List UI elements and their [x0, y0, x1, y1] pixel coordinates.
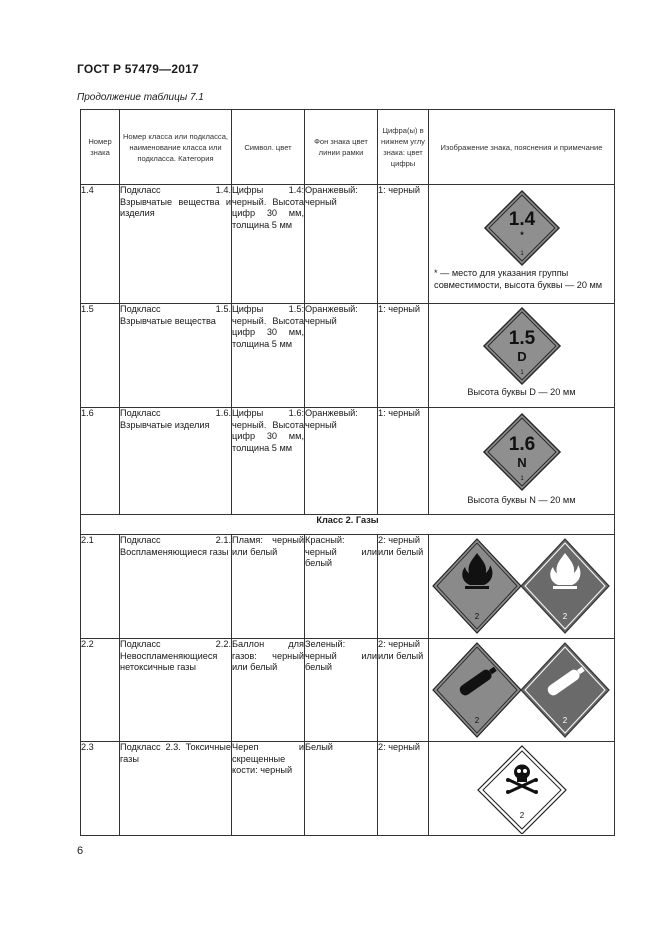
- cell-bg: Оранжевый: черный: [305, 408, 378, 515]
- col-header-num: Номер знака: [81, 110, 120, 185]
- cell-digit: 1: черный: [378, 304, 429, 408]
- cell-bg: Белый: [305, 742, 378, 836]
- cell-name: Подкласс 1.6. Взрывчатые изделия: [120, 408, 232, 515]
- page-number: 6: [77, 845, 84, 857]
- document-title: ГОСТ Р 57479—2017: [77, 62, 199, 76]
- sign-division-number: 1.6: [508, 434, 536, 455]
- table-row: [81, 639, 615, 742]
- cell-image: [429, 639, 615, 742]
- cell-digit: 2: черный или белый: [378, 639, 429, 742]
- sign-class-number: 2: [474, 612, 480, 621]
- table-row: [81, 304, 615, 408]
- col-header-bg: Фон знака цвет линии рамки: [305, 110, 378, 185]
- sign-division-number: 1.4: [508, 209, 536, 230]
- cell-name: Подкласс 2.1. Воспламеняющиеся газы: [120, 535, 232, 639]
- explosive-sign-1-6: [429, 408, 615, 494]
- cell-name: Подкласс 1.4. Взрывчатые вещества и изделия: [120, 185, 232, 304]
- sign-division-number: 1.5: [508, 328, 536, 349]
- cell-num: 2.2: [81, 639, 120, 742]
- cell-note: * — место для указания группы совместимости, высота буквы — 20 мм: [434, 268, 603, 290]
- cell-image: [429, 304, 615, 408]
- table-row: [81, 408, 615, 515]
- cell-name: Подкласс 2.2. Невоспламеняющиеся нетоксичные газы: [120, 639, 232, 742]
- explosive-sign-1-4: [429, 185, 615, 267]
- sign-compat-letter: D: [517, 349, 527, 364]
- cell-num: 1.5: [81, 304, 120, 408]
- sign-class-number: 1: [520, 370, 524, 376]
- cell-symbol: Цифры 1.4: черный. Высота цифр 30 мм, толщина 5 мм: [232, 185, 305, 304]
- cell-bg: Оранжевый: черный: [305, 304, 378, 408]
- cylinder-sign-white: [521, 643, 609, 737]
- explosive-sign-1-5: [429, 304, 615, 386]
- cell-bg: Красный: черный или белый: [305, 535, 378, 639]
- cell-digit: 1: черный: [378, 408, 429, 515]
- cell-name: Подкласс 1.5. Взрывчатые вещества: [120, 304, 232, 408]
- col-header-symbol: Символ. цвет: [232, 110, 305, 185]
- cell-symbol: Цифры 1.5: черный. Высота цифр 30 мм, толщина 5 мм: [232, 304, 305, 408]
- sign-class-number: 1: [520, 476, 524, 482]
- cylinder-sign-black: [433, 643, 521, 737]
- table-row: [81, 185, 615, 304]
- cell-symbol: Пламя: черный или белый: [232, 535, 305, 639]
- table-header-row: [81, 110, 615, 185]
- cell-digit: 1: черный: [378, 185, 429, 304]
- class-heading-row: [81, 515, 615, 535]
- cell-symbol: Цифры 1.6: черный. Высота цифр 30 мм, толщина 5 мм: [232, 408, 305, 515]
- cell-image: [429, 742, 615, 836]
- cell-image: [429, 535, 615, 639]
- cell-bg: Оранжевый: черный: [305, 185, 378, 304]
- cell-digit: 2: черный или белый: [378, 535, 429, 639]
- cell-note: Высота буквы D — 20 мм: [467, 387, 576, 397]
- table-caption: Продолжение таблицы 7.1: [77, 92, 204, 103]
- flammable-gas-signs: [429, 535, 615, 637]
- cell-num: 2.3: [81, 742, 120, 836]
- cell-num: 1.4: [81, 185, 120, 304]
- cell-note: Высота буквы N — 20 мм: [467, 495, 576, 505]
- col-header-image: Изображение знака, пояснения и примечание: [429, 110, 615, 185]
- cell-num: 2.1: [81, 535, 120, 639]
- sign-class-number: 2: [519, 811, 525, 820]
- sign-class-number: 2: [562, 612, 568, 621]
- cell-name: Подкласс 2.3. Токсичные газы: [120, 742, 232, 836]
- flame-sign-black: [433, 539, 521, 633]
- cell-num: 1.6: [81, 408, 120, 515]
- sign-class-number: 2: [562, 716, 568, 725]
- cell-image: [429, 185, 615, 304]
- non-flammable-gas-signs: [429, 639, 615, 741]
- cell-image: [429, 408, 615, 515]
- flame-sign-white: [521, 539, 609, 633]
- sign-compat-letter: N: [517, 455, 527, 470]
- sign-class-number: 1: [520, 251, 524, 257]
- cell-symbol: Баллон для газов: черный или белый: [232, 639, 305, 742]
- cell-symbol: Череп и скрещенные кости: черный: [232, 742, 305, 836]
- col-header-name: Номер класса или подкласса, наименование класса или подкласса. Категория: [120, 110, 232, 185]
- cell-bg: Зеленый: черный или белый: [305, 639, 378, 742]
- cell-digit: 2: черный: [378, 742, 429, 836]
- table-row: [81, 742, 615, 836]
- toxic-gas-sign: [429, 742, 615, 834]
- sign-class-number: 2: [474, 716, 480, 725]
- col-header-digit: Цифра(ы) в нижнем углу знака: цвет цифры: [378, 110, 429, 185]
- class-2-heading: Класс 2. Газы: [81, 515, 615, 535]
- hazard-sign-table: [80, 109, 615, 836]
- sign-compat-letter: *: [520, 230, 524, 240]
- table-row: [81, 535, 615, 639]
